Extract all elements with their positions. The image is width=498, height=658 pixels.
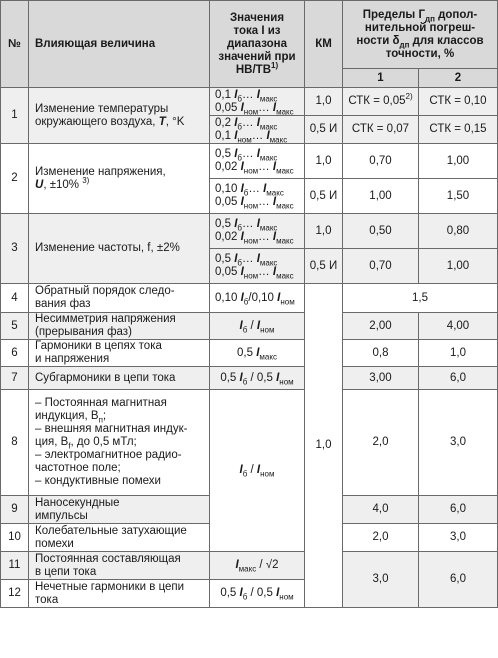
- class1-value: 2,0: [343, 524, 419, 552]
- km-value: 1,0: [305, 88, 343, 116]
- class2-value: СТК = 0,10: [419, 88, 498, 116]
- row-num: 12: [1, 580, 29, 608]
- row-name: Наносекундные импульсы: [29, 496, 210, 524]
- row-name: Изменение температуры окружающего воздуха, T, °K: [29, 88, 210, 144]
- km-value: 0,5 И: [305, 249, 343, 284]
- row-num: 3: [1, 214, 29, 284]
- row-num: 2: [1, 144, 29, 214]
- header-class-2: 2: [419, 69, 498, 88]
- class1-value: 3,0: [343, 552, 419, 608]
- class1-value: 4,0: [343, 496, 419, 524]
- row-num: 9: [1, 496, 29, 524]
- current-value: 0,5 $I_{макс}$: [210, 340, 305, 367]
- class1-value: 3,00: [343, 367, 419, 390]
- row-num: 5: [1, 313, 29, 340]
- class1-value: 0,50: [343, 214, 419, 249]
- row-name: Постоянная составляющая в цепи тока: [29, 552, 210, 580]
- row-name: Субгармоники в цепи тока: [29, 367, 210, 390]
- class2-value: СТК = 0,15: [419, 116, 498, 144]
- class2-value: 3,0: [419, 524, 498, 552]
- current-value: 0,5 $I_б\dots$ $I_{макс}$ 0,02 $I_{ном}\dots$ $I_{макс}$: [210, 144, 305, 179]
- table-row: [1, 367, 498, 390]
- class1-value: 1,00: [343, 179, 419, 214]
- current-value: 0,5 $I_б\dots$ $I_{макс}$ 0,05 $I_{ном}\dots$ $I_{макс}$: [210, 249, 305, 284]
- header-limits: Пределы $Г_{дп}$ допол- нительной погреш- ности $\delta_{дп}$ для классов точности, %: [343, 1, 498, 69]
- class2-value: 1,00: [419, 144, 498, 179]
- row-num: 8: [1, 390, 29, 496]
- current-value: 0,10 $I_б\dots$ $I_{макс}$ 0,05 $I_{ном}\dots$ $I_{макс}$: [210, 179, 305, 214]
- row-name: Изменение напряжения, U, ±10% $^{3)}$: [29, 144, 210, 214]
- table-row: [1, 88, 498, 116]
- class1-value: 0,70: [343, 249, 419, 284]
- class2-value: 4,00: [419, 313, 498, 340]
- table-row: [1, 552, 498, 580]
- table-row: [1, 144, 498, 179]
- current-value: $I_{макс} / √2$: [210, 552, 305, 580]
- row-num: 6: [1, 340, 29, 367]
- class2-value: 0,80: [419, 214, 498, 249]
- row-num: 10: [1, 524, 29, 552]
- class1-value: 2,00: [343, 313, 419, 340]
- table-row: [1, 390, 498, 496]
- class2-value: 1,0: [419, 340, 498, 367]
- class1-value: СТК = 0,07: [343, 116, 419, 144]
- class2-value: 1,00: [419, 249, 498, 284]
- current-value: 0,10 $I_б/0,10$ $I_{ном}$: [210, 284, 305, 313]
- header-class-1: 1: [343, 69, 419, 88]
- row-name: Гармоники в цепях тока и напряжения: [29, 340, 210, 367]
- class1-value: 0,70: [343, 144, 419, 179]
- row-name: Обратный порядок следо- вания фаз: [29, 284, 210, 313]
- current-value: $I_б / I_{ном}$: [210, 390, 305, 552]
- header-influence: Влияющая величина: [29, 1, 210, 88]
- class2-value: 6,0: [419, 496, 498, 524]
- km-value: 0,5 И: [305, 179, 343, 214]
- class2-value: 6,0: [419, 367, 498, 390]
- current-value: 0,5 $I_б / 0,5$ $I_{ном}$: [210, 367, 305, 390]
- km-value: 1,0: [305, 144, 343, 179]
- current-value: 0,5 $I_б\dots$ $I_{макс}$ 0,02 $I_{ном}\dots$ $I_{макс}$: [210, 214, 305, 249]
- current-value: 0,1 $I_б\dots$ $I_{макс}$ 0,05 $I_{ном}\dots$ $I_{макс}$: [210, 88, 305, 116]
- merged-limit-value: 1,5: [343, 284, 498, 313]
- km-value: 1,0: [305, 214, 343, 249]
- row-num: 4: [1, 284, 29, 313]
- class2-value: 6,0: [419, 552, 498, 608]
- table-row: [1, 214, 498, 249]
- km-common-value: 1,0: [305, 284, 343, 608]
- class1-value: 0,8: [343, 340, 419, 367]
- header-current-values: Значения тока I из диапазона значений при НВ/ТВ$^{1)}$: [210, 1, 305, 88]
- row-name: Несимметрия напряжения (прерывания фаз): [29, 313, 210, 340]
- km-value: 0,5 И: [305, 116, 343, 144]
- class2-value: 1,50: [419, 179, 498, 214]
- current-value: 0,5 $I_б / 0,5$ $I_{ном}$: [210, 580, 305, 608]
- row-num: 7: [1, 367, 29, 390]
- current-value: $I_б / I_{ном}$: [210, 313, 305, 340]
- table-row: [1, 313, 498, 340]
- row-name: – Постоянная магнитная индукция, $B_п$; – внешняя магнитная индук- ция, $B_f$, до 0,5 мТл; – электромагнитное радио- частотное поле; – кондуктивные помехи: [29, 390, 210, 496]
- class1-value: СТК = $0,05^{2)}$: [343, 88, 419, 116]
- current-value: 0,2 $I_б\dots$ $I_{макс}$ 0,1 $I_{ном}\dots$ $I_{макс}$: [210, 116, 305, 144]
- row-name: Колебательные затухающие помехи: [29, 524, 210, 552]
- header-num: №: [1, 1, 29, 88]
- class1-value: 2,0: [343, 390, 419, 496]
- row-num: 11: [1, 552, 29, 580]
- class2-value: 3,0: [419, 390, 498, 496]
- header-km: КМ: [305, 1, 343, 88]
- row-name: Изменение частоты, f, ±2%: [29, 214, 210, 284]
- row-num: 1: [1, 88, 29, 144]
- row-name: Нечетные гармоники в цепи тока: [29, 580, 210, 608]
- table-row: [1, 284, 498, 313]
- table-row: [1, 340, 498, 367]
